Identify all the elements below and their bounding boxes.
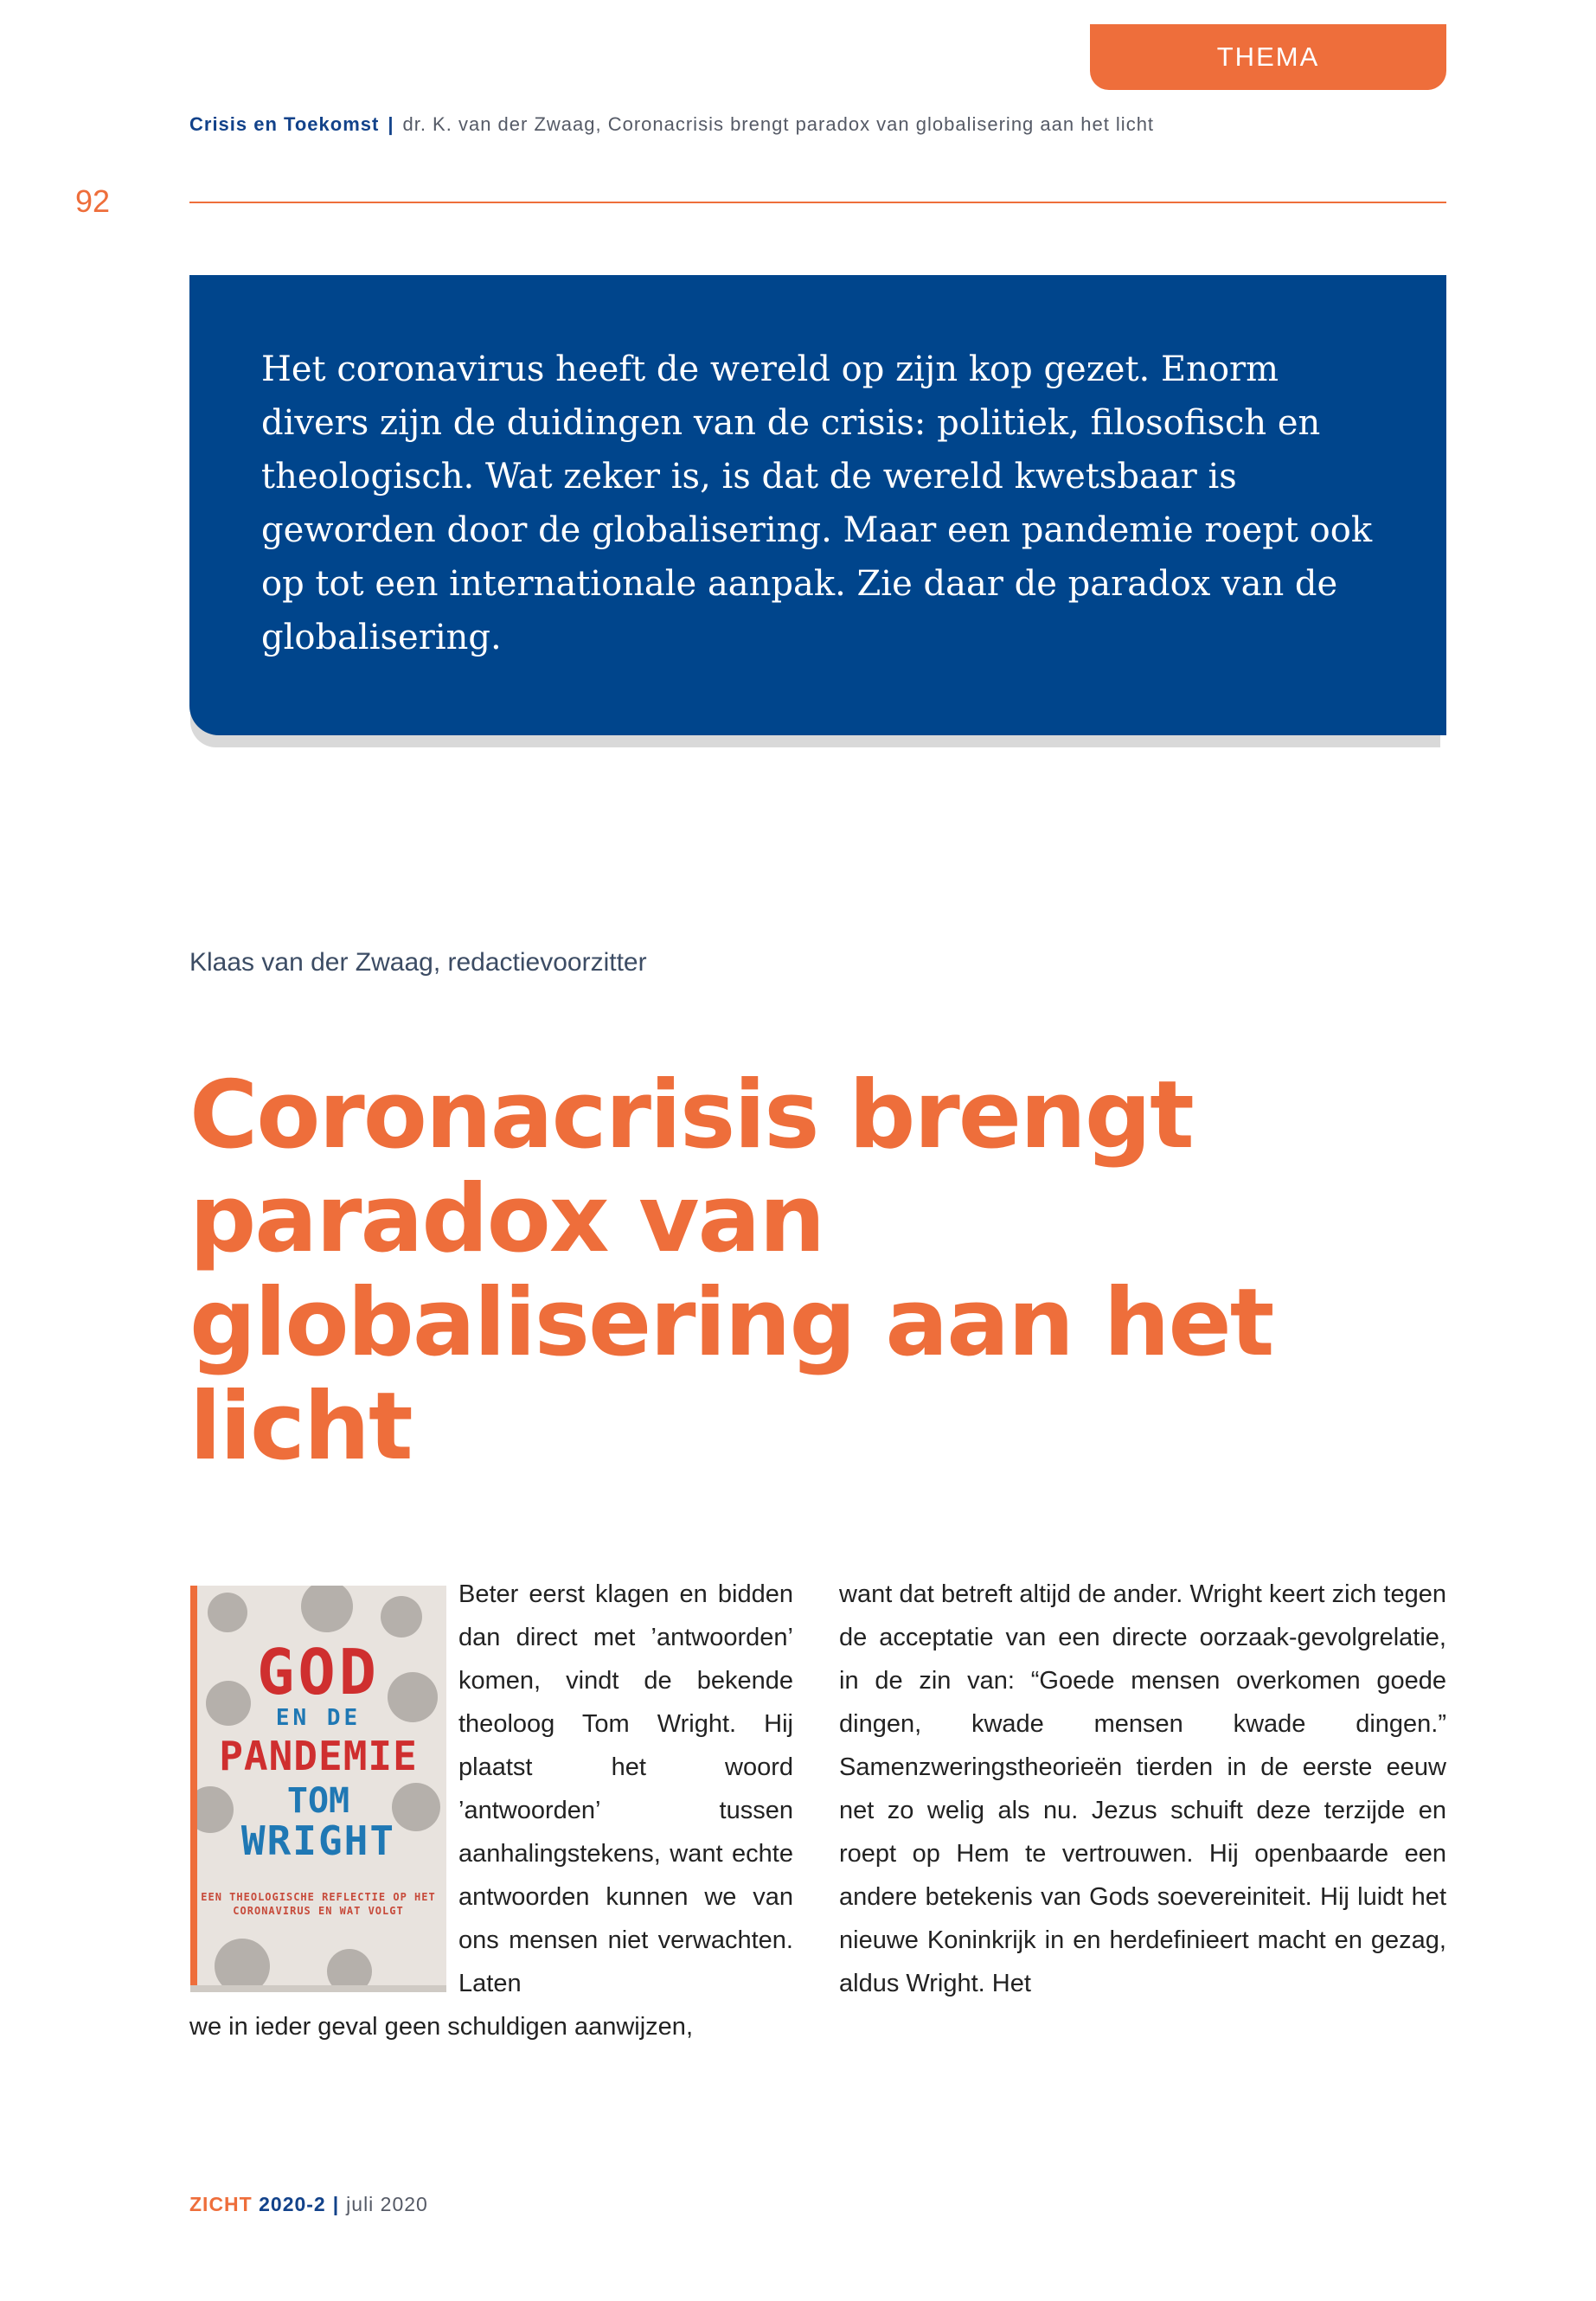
series-title: Crisis en Toekomst <box>189 113 380 135</box>
book-title-pandemie: PANDEMIE <box>219 1733 418 1779</box>
body-text-left-top: Beter eerst klagen en bidden dan direct met ’antwoorden’ komen, vindt de bekende theoloog Tom Wright. Hij plaatst het woord ’antwoorden’ tussen aanhalingstekens, want echte antwoorden kunnen we van ons mensen niet verwachten. Laten <box>458 1580 793 1997</box>
header-rule <box>189 202 1446 203</box>
issue-number: 2020-2 <box>259 2193 326 2215</box>
book-cover-image <box>190 1586 446 1985</box>
issue-date: juli 2020 <box>346 2193 428 2215</box>
magazine-name: ZICHT <box>189 2193 253 2215</box>
header-separator: | <box>388 113 394 135</box>
author-byline: Klaas van der Zwaag, redactievoorzitter <box>189 948 647 977</box>
article-reference: dr. K. van der Zwaag, Coronacrisis brengt paradox van globalisering aan het licht <box>402 113 1155 135</box>
cover-dot <box>381 1596 422 1638</box>
book-title-god: GOD <box>256 1636 381 1708</box>
cover-dot <box>327 1949 372 1985</box>
cover-dot <box>215 1939 270 1985</box>
section-tab: THEMA <box>1090 24 1446 90</box>
footer-separator: | <box>332 2193 340 2215</box>
intro-text: Het coronavirus heeft de wereld op zijn kop gezet. Enorm divers zijn de duidingen van de crisis: politiek, filosofisch en theologisch. Wat zeker is, is dat de wereld kwetsbaar is geworden door de globalisering. Maar een pandemie roept ook op tot een internationale aanpak. Zie daar de paradox van de globalisering. <box>261 349 1373 657</box>
cover-dot <box>208 1593 247 1632</box>
intro-box <box>189 275 1446 735</box>
running-head <box>189 113 1154 136</box>
page-number: 92 <box>75 183 111 219</box>
book-title-en-de: EN DE <box>275 1705 362 1731</box>
book-subtitle: EEN THEOLOGISCHE REFLECTIE OP HET CORONAVIRUS EN WAT VOLGT <box>201 1891 436 1917</box>
article-headline: Coronacrisis brengt paradox van globalisering aan het licht <box>189 1061 1273 1481</box>
book-author-first: TOM <box>286 1781 350 1821</box>
footer <box>189 2193 428 2216</box>
body-text-left-bottom: we in ieder geval geen schuldigen aanwijzen, <box>189 2013 693 2041</box>
body-text-right: want dat betreft altijd de ander. Wright keert zich tegen de acceptatie van een directe oorzaak-gevolgrelatie, in de zin van: “Goede mensen overkomen goede dingen, kwade mensen kwade dingen.” Samenzweringstheorieën tierden in de eerste eeuw net zo welig als nu. Jezus schuift deze terzijde en roept op Hem te vertrouwen. Hij openbaarde een andere betekenis van Gods soevereiniteit. Hij luidt het nieuwe Koninkrijk in en herdefinieert macht en gezag, aldus Wright. Het <box>839 1580 1446 1997</box>
cover-dot <box>301 1586 353 1632</box>
book-author-last: WRIGHT <box>240 1817 396 1864</box>
